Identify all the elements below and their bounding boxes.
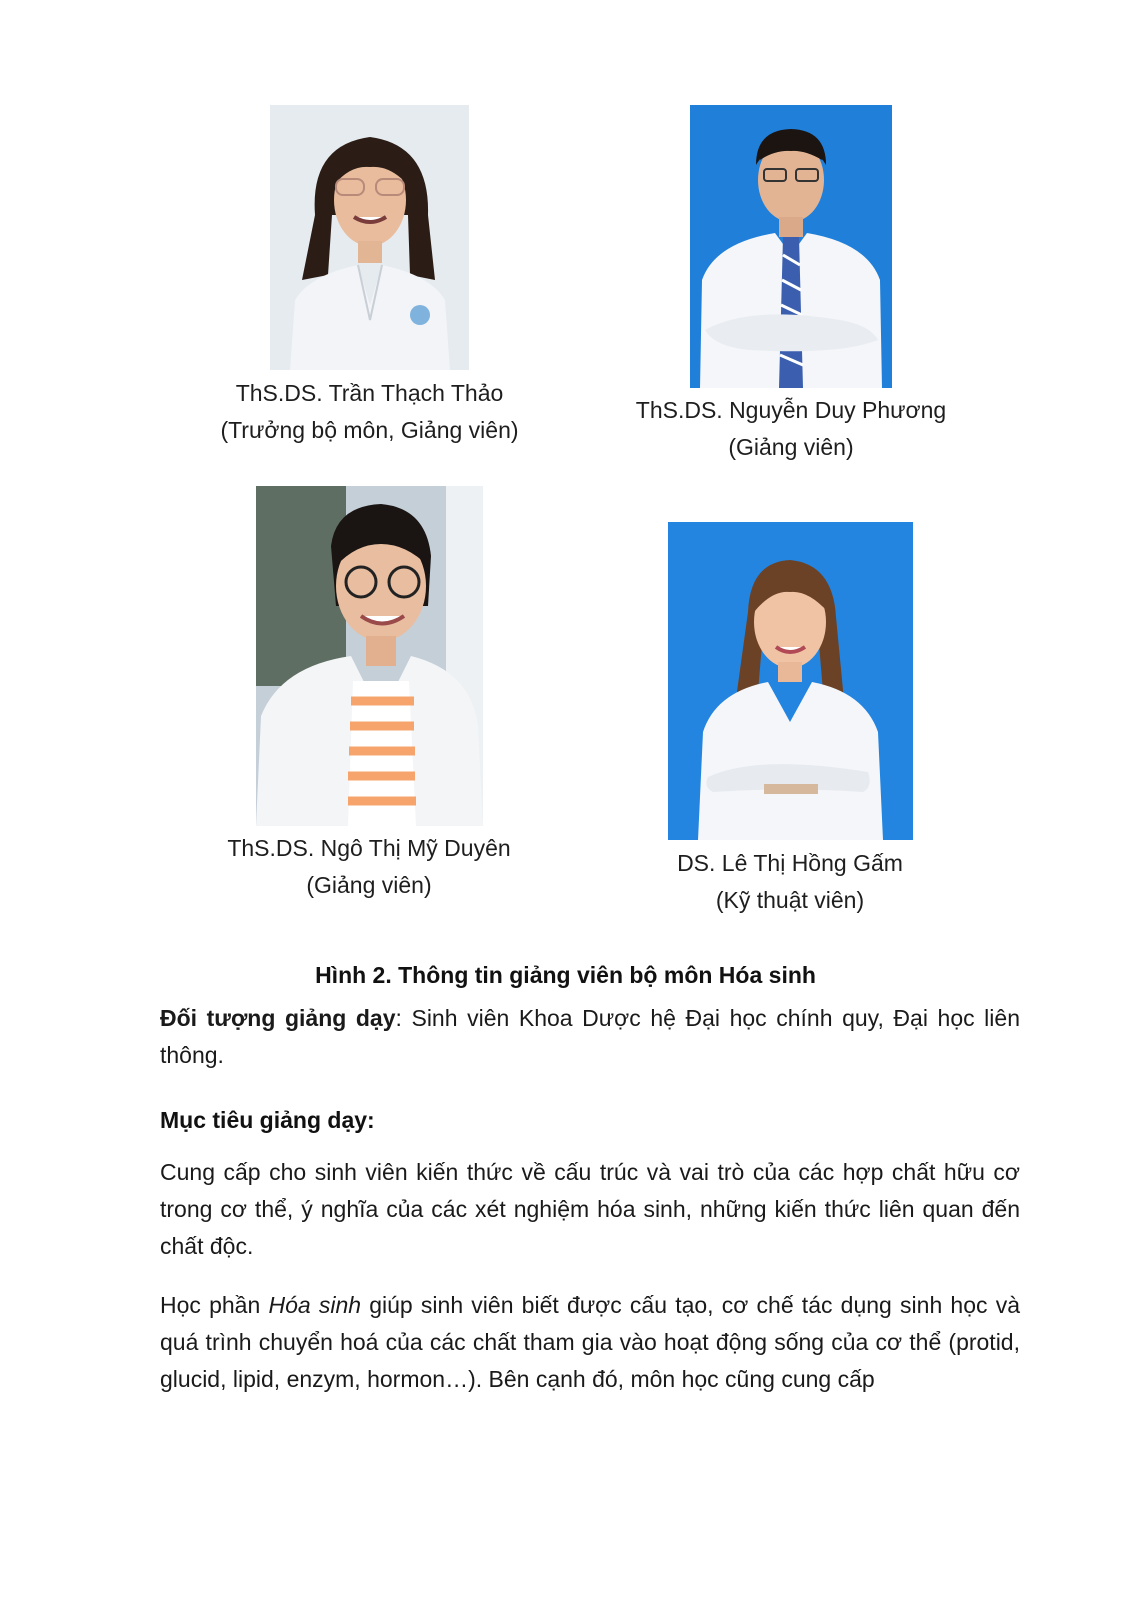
person-name: DS. Lê Thị Hồng Gấm <box>677 850 903 876</box>
person-name: ThS.DS. Ngô Thị Mỹ Duyên <box>227 835 511 861</box>
figure-caption: Hình 2. Thông tin giảng viên bộ môn Hóa sinh <box>315 962 816 988</box>
person-name: ThS.DS. Trần Thạch Thảo <box>235 380 504 406</box>
caption-nguyen-duy-phuong <box>591 392 991 466</box>
person-role: (Giảng viên) <box>306 872 432 898</box>
paragraph-1: Cung cấp cho sinh viên kiến thức về cấu trúc và vai trò của các hợp chất hữu cơ trong cơ thể, ý nghĩa của các xét nghiệm hóa sinh, những kiến thức liên quan đến chất độc. <box>160 1159 1020 1259</box>
caption-tran-thach-thao <box>170 375 569 449</box>
paragraph-2-start: Học phần <box>160 1292 269 1318</box>
audience-label: Đối tượng giảng dạy <box>160 1005 396 1031</box>
caption-le-thi-hong-gam <box>590 845 990 919</box>
subject-name: Hóa sinh <box>268 1292 362 1318</box>
paragraph-2 <box>160 1287 1020 1398</box>
person-role: (Giảng viên) <box>728 434 854 460</box>
person-role: (Kỹ thuật viên) <box>715 887 865 913</box>
person-name: ThS.DS. Nguyễn Duy Phương <box>635 397 947 423</box>
photo-ngo-thi-my-duyen <box>256 486 483 826</box>
photo-le-thi-hong-gam <box>668 522 913 840</box>
paragraph-2-rest: giúp sinh viên biết được cấu tạo, cơ chế tác dụng sinh học và quá trình chuyển hoá của các chất tham gia vào hoạt động sống của cơ thể (protid, glucid, lipid, enzym, hormon…). Bên cạnh đó, môn học cũng cung cấp <box>160 1292 1020 1392</box>
photo-tran-thach-thao <box>270 105 469 370</box>
audience-text: : Sinh viên Khoa Dược hệ Đại học chính quy, Đại học liên thông. <box>160 1005 1020 1068</box>
audience-paragraph <box>160 1000 1020 1074</box>
objectives-heading: Mục tiêu giảng dạy: <box>160 1107 375 1133</box>
caption-ngo-thi-my-duyen <box>169 830 569 904</box>
person-role: (Trưởng bộ môn, Giảng viên) <box>220 417 519 443</box>
photo-nguyen-duy-phuong <box>690 105 892 388</box>
